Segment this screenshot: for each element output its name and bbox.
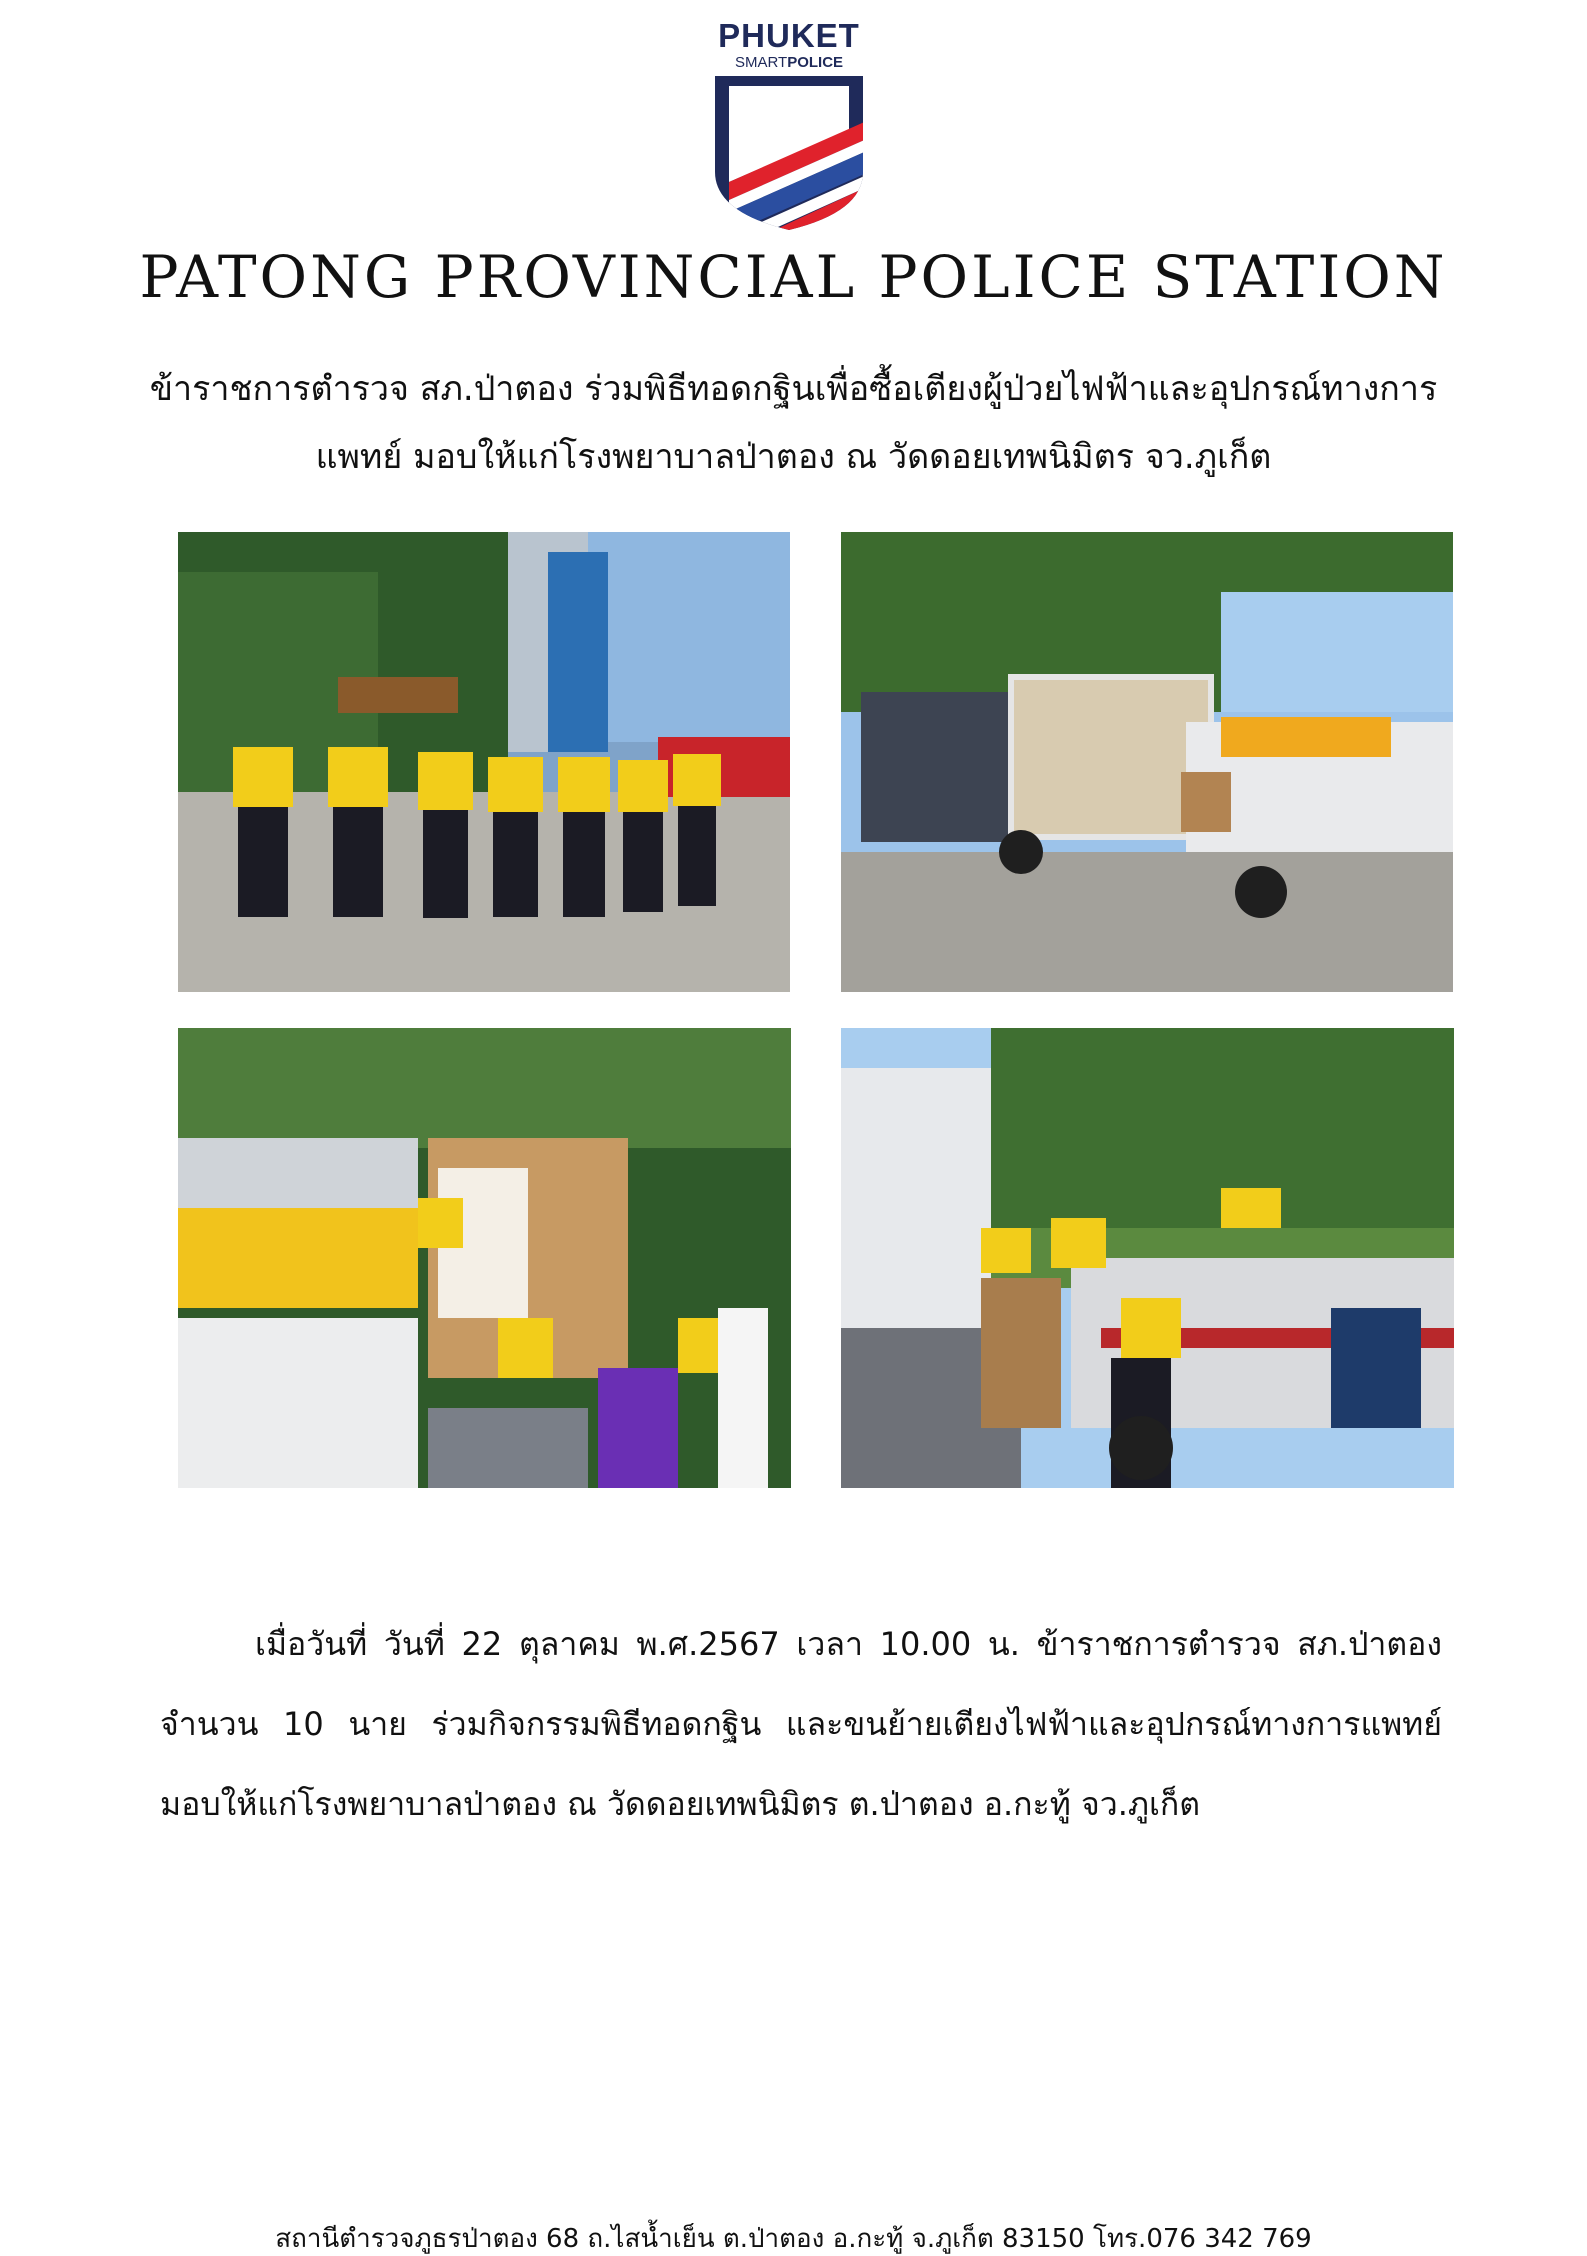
logo-text-phuket: PHUKET — [718, 17, 860, 54]
phuket-smart-police-logo — [709, 18, 869, 228]
news-headline: ข้าราชการตำรวจ สภ.ป่าตอง ร่วมพิธีทอดกฐินเพื่อซื้อเตียงผู้ป่วยไฟฟ้าและอุปกรณ์ทางการแพทย์ มอบให้แก่โรงพยาบาลป่าตอง ณ วัดดอยเทพนิมิตร จว.ภูเก็ต — [149, 369, 1438, 477]
logo-text-smart-police: SMARTPOLICE — [734, 54, 844, 71]
photo-unloading-beds — [178, 1028, 791, 1488]
photo-officers-lined-up — [178, 532, 790, 992]
photo-pickup-unloading — [841, 1028, 1454, 1488]
footer-address: สถานีตำรวจภูธรป่าตอง 68 ถ.ไสน้ำเย็น ต.ป่าตอง อ.กะทู้ จ.ภูเก็ต 83150 โทร.076 342 769 — [275, 2224, 1312, 2254]
page-title: PATONG PROVINCIAL POLICE STATION — [139, 243, 1448, 311]
shield-icon — [709, 72, 869, 232]
photo-truck-loading — [841, 532, 1453, 992]
news-body-paragraph: เมื่อวันที่ วันที่ 22 ตุลาคม พ.ศ.2567 เวลา 10.00 น. ข้าราชการตำรวจ สภ.ป่าตอง จำนวน 10 นาย ร่วมกิจกรรมพิธีทอดกฐิน และขนย้ายเตียงไฟฟ้าและอุปกรณ์ทางการแพทย์ มอบให้แก่โรงพยาบาลป่าตอง ณ วัดดอยเทพนิมิตร ต.ป่าตอง อ.กะทู้ จว.ภูเก็ต — [160, 1625, 1443, 1823]
